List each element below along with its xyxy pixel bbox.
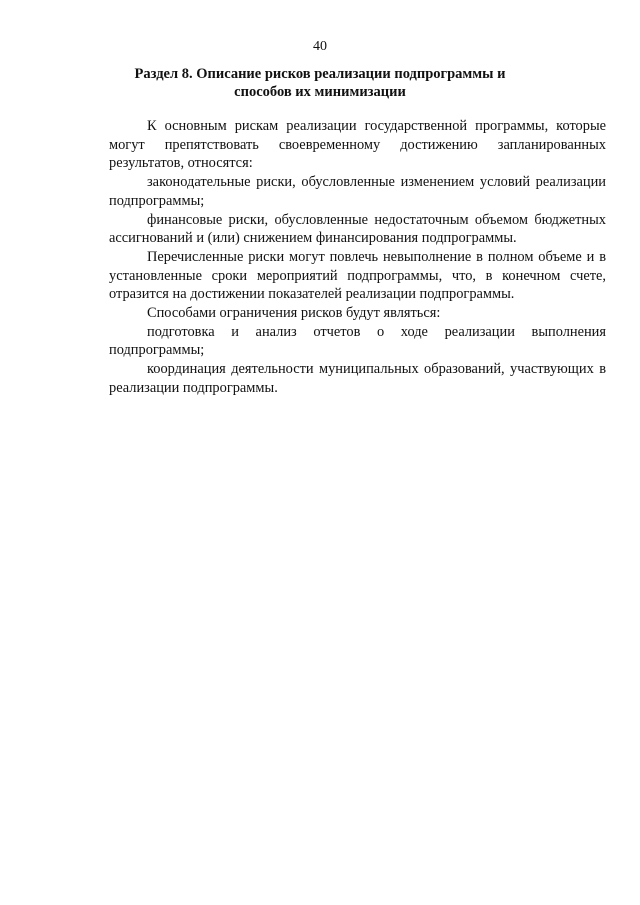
- paragraph-mitigation-intro: Способами ограничения рисков будут являться:: [147, 305, 441, 322]
- section-heading: Раздел 8. Описание рисков реализации подпрограммы и способов их минимизации: [134, 66, 506, 100]
- paragraph-risk-consequences: Перечисленные риски могут повлечь невыполнение в полном объеме и в установленные сроки мероприятий подпрограммы, что, в конечном счете, отразится на достижении показателей реализации подпрограммы.: [109, 248, 606, 303]
- document-body: [109, 117, 606, 398]
- paragraph-legal-risks: законодательные риски, обусловленные изменением условий реализации подпрограммы;: [109, 174, 606, 209]
- paragraph-financial-risks: финансовые риски, обусловленные недостаточным объемом бюджетных ассигнований и (или) снижением финансирования подпрограммы.: [109, 211, 606, 247]
- paragraph-reporting: подготовка и анализ отчетов о ходе реализации выполнения подпрограммы;: [109, 323, 606, 359]
- page-number: 40: [313, 39, 327, 54]
- paragraph-risks-intro: К основным рискам реализации государственной программы, которые могут препятствовать своевременному достижению запланированных результатов, относятся:: [109, 118, 606, 172]
- paragraph-coordination: координация деятельности муниципальных образований, участвующих в реализации подпрограммы.: [109, 361, 606, 396]
